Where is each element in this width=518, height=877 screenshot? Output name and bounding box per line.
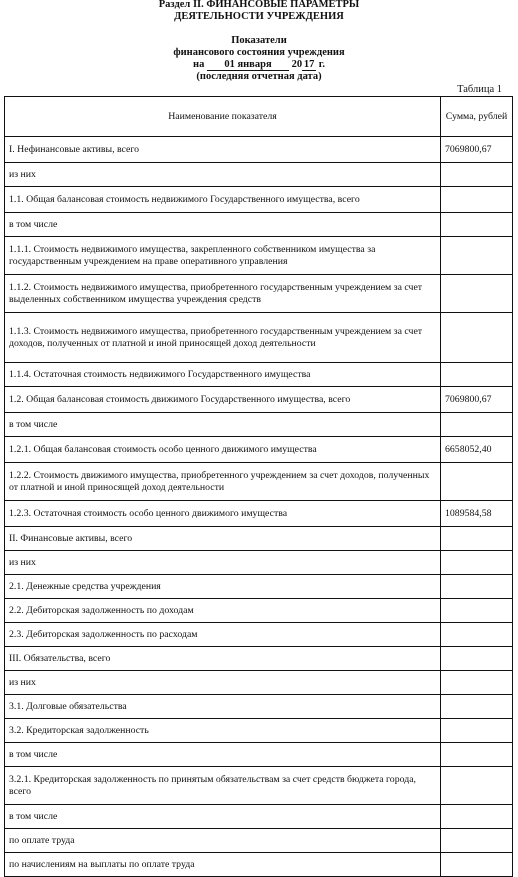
indicator-name-cell: 2.1. Денежные средства учреждения [5,575,441,599]
indicator-sum-cell [441,551,513,575]
table-label: Таблица 1 [457,84,502,95]
table-row [5,363,513,387]
date-prefix: на [193,59,205,70]
report-date-line [0,59,518,71]
indicator-name-cell: 1.2.2. Стоимость движимого имущества, приобретенного учреждением за счет доходов, полученных от платной и иной приносящей доход деятельности [5,463,441,501]
indicator-sum-cell [441,187,513,213]
indicator-sum-cell: 1089584,58 [441,501,513,527]
indicator-name-cell: из них [5,671,441,695]
column-header-sum: Сумма, рублей [441,97,513,137]
indicator-name-cell: по оплате труда [5,829,441,853]
indicator-name-cell: из них [5,163,441,187]
table-body [5,137,513,877]
indicator-name-cell: в том числе [5,213,441,237]
section-title-line2: ДЕЯТЕЛЬНОСТИ УЧРЕЖДЕНИЯ [174,11,344,22]
section-title-line1: Раздел II. ФИНАНСОВЫЕ ПАРАМЕТРЫ [158,0,360,10]
table-row [5,829,513,853]
table-row [5,187,513,213]
table-row [5,313,513,363]
table-row [5,237,513,275]
indicator-name-cell: 1.1.3. Стоимость недвижимого имущества, приобретенного государственным учреждением за счет доходов, полученных от платной и иной приносящей доход деятельности [5,313,441,363]
table-row [5,527,513,551]
indicator-sum-cell [441,853,513,877]
year-suffix: г. [318,59,325,70]
table-row [5,387,513,413]
year-prefix: 20 [291,59,303,70]
table-row [5,275,513,313]
table-row [5,853,513,877]
indicator-name-cell: 1.1.4. Остаточная стоимость недвижимого Государственного имущества [5,363,441,387]
indicator-sum-cell [441,213,513,237]
table-row [5,575,513,599]
indicator-name-cell: в том числе [5,413,441,437]
indicator-name-cell: 2.3. Дебиторская задолженность по расходам [5,623,441,647]
indicator-sum-cell [441,719,513,743]
indicator-sum-cell: 7069800,67 [441,137,513,163]
indicator-sum-cell [441,313,513,363]
indicator-sum-cell [441,237,513,275]
column-header-name: Наименование показателя [5,97,441,137]
table-row [5,463,513,501]
indicator-name-cell: 2.2. Дебиторская задолженность по доходам [5,599,441,623]
table-row [5,671,513,695]
table-row [5,743,513,767]
year-value: 17 [303,59,315,70]
indicator-sum-cell [441,695,513,719]
indicators-line2: финансового состояния учреждения [173,47,345,58]
indicator-sum-cell [441,527,513,551]
indicator-name-cell: в том числе [5,805,441,829]
date-value: 01 января [207,60,289,71]
table-row [5,767,513,805]
table-header-row [5,97,513,137]
table-row [5,599,513,623]
indicator-name-cell: II. Финансовые активы, всего [5,527,441,551]
indicator-name-cell: из них [5,551,441,575]
table-row [5,501,513,527]
indicator-name-cell: в том числе [5,743,441,767]
indicator-sum-cell: 7069800,67 [441,387,513,413]
indicator-name-cell: 1.2.3. Остаточная стоимость особо ценного движимого имущества [5,501,441,527]
indicator-sum-cell [441,575,513,599]
indicator-sum-cell: 6658052,40 [441,437,513,463]
indicators-heading [0,35,518,83]
indicator-sum-cell [441,413,513,437]
table-row [5,413,513,437]
table-row [5,551,513,575]
indicator-sum-cell [441,275,513,313]
table-row [5,213,513,237]
table-row [5,623,513,647]
indicator-name-cell: 1.1.2. Стоимость недвижимого имущества, приобретенного государственным учреждением за счет выделенных собственником имущества учреждения средств [5,275,441,313]
table-row [5,137,513,163]
indicator-sum-cell [441,647,513,671]
indicator-name-cell: 1.1.1. Стоимость недвижимого имущества, закрепленного собственником имущества за государственным учреждением на праве оперативного управления [5,237,441,275]
indicator-name-cell: 3.2. Кредиторская задолженность [5,719,441,743]
indicator-sum-cell [441,463,513,501]
indicator-name-cell: по начислениям на выплаты по оплате труда [5,853,441,877]
date-note: (последняя отчетная дата) [196,71,322,82]
indicator-sum-cell [441,743,513,767]
indicator-sum-cell [441,623,513,647]
indicator-sum-cell [441,163,513,187]
indicator-name-cell: 1.1. Общая балансовая стоимость недвижимого Государственного имущества, всего [5,187,441,213]
table-row [5,437,513,463]
indicators-line1: Показатели [231,35,287,46]
section-title [0,0,518,23]
table-row [5,719,513,743]
indicator-name-cell: 1.2. Общая балансовая стоимость движимого Государственного имущества, всего [5,387,441,413]
table-row [5,805,513,829]
indicator-sum-cell [441,671,513,695]
indicator-name-cell: 3.1. Долговые обязательства [5,695,441,719]
indicator-name-cell: III. Обязательства, всего [5,647,441,671]
indicator-sum-cell [441,805,513,829]
table-row [5,647,513,671]
indicator-sum-cell [441,599,513,623]
financial-indicators-table [4,96,513,877]
table-row [5,163,513,187]
indicator-name-cell: 3.2.1. Кредиторская задолженность по принятым обязательствам за счет средств бюджета города, всего [5,767,441,805]
indicator-name-cell: 1.2.1. Общая балансовая стоимость особо ценного движимого имущества [5,437,441,463]
indicator-name-cell: I. Нефинансовые активы, всего [5,137,441,163]
table-row [5,695,513,719]
indicator-sum-cell [441,363,513,387]
indicator-sum-cell [441,767,513,805]
indicator-sum-cell [441,829,513,853]
